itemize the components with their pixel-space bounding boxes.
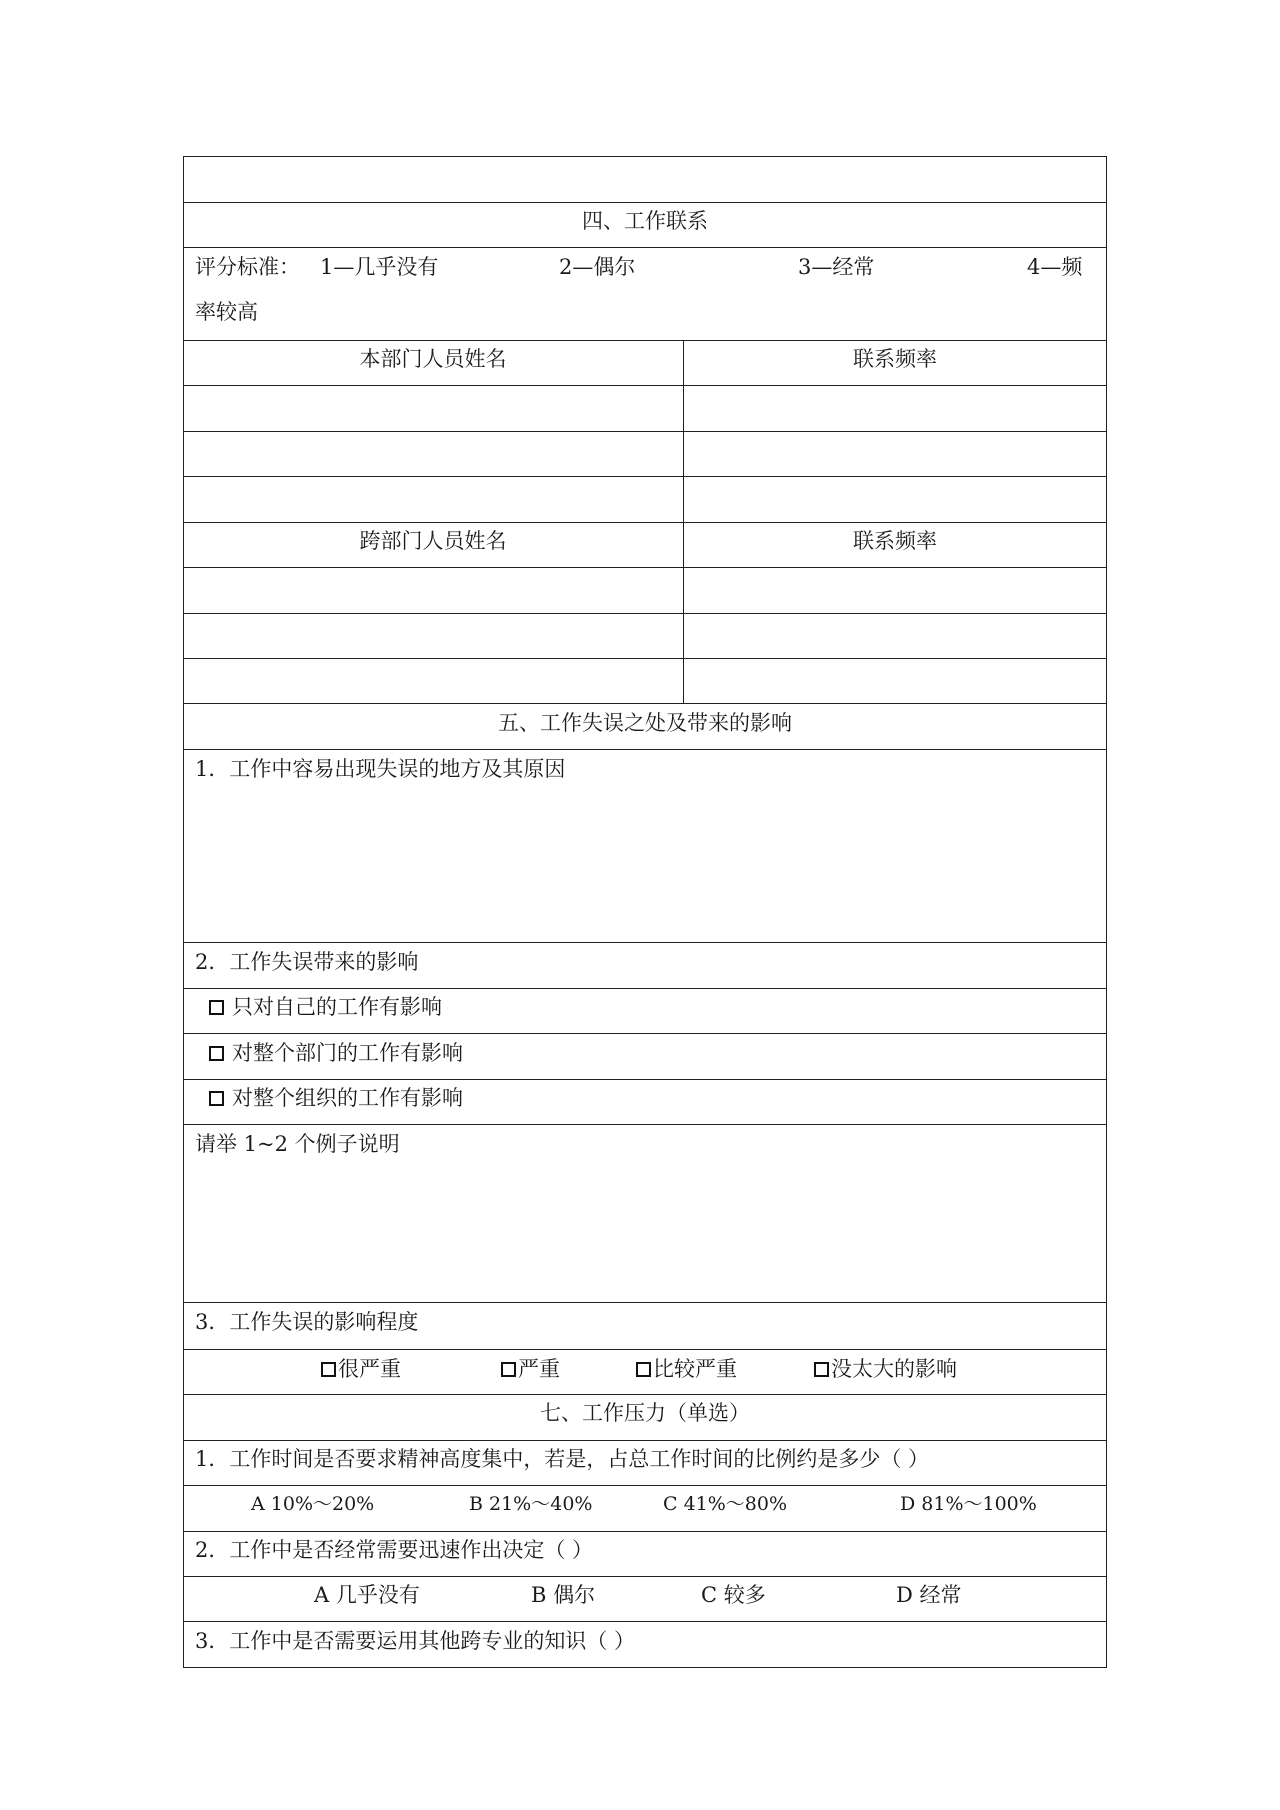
impact-option-department[interactable] [209, 1037, 463, 1067]
severity-option-label: 严重 [518, 1357, 560, 1381]
row-line [183, 1485, 1107, 1486]
q2-option-a[interactable]: A 几乎没有 [314, 1583, 420, 1607]
section7-title: 七、工作压力（单选） [540, 1401, 750, 1425]
section5-q3: 3．工作失误的影响程度 [195, 1310, 419, 1334]
q2-option-b[interactable]: B 偶尔 [531, 1583, 596, 1607]
section7-q3: 3．工作中是否需要运用其他跨专业的知识（ ） [195, 1629, 636, 1653]
row-line [183, 522, 1107, 523]
external-name-header: 跨部门人员姓名 [359, 529, 507, 553]
checkbox[interactable] [209, 1091, 224, 1106]
q1-option-a[interactable]: A 10%～20% [251, 1493, 375, 1515]
section7-q2: 2．工作中是否经常需要迅速作出决定（ ） [195, 1538, 594, 1562]
severity-option-label: 比较严重 [653, 1357, 737, 1381]
border-bottom [183, 1667, 1107, 1668]
column-divider [683, 340, 684, 704]
section5-q2: 2．工作失误带来的影响 [195, 950, 419, 974]
external-freq-header: 联系频率 [853, 529, 937, 553]
row-line [183, 1079, 1107, 1080]
row-line [183, 1302, 1107, 1303]
row-line [183, 1621, 1107, 1622]
q1-option-d[interactable]: D 81%～100% [900, 1493, 1037, 1515]
row-line [183, 1576, 1107, 1577]
criteria-label: 评分标准： [195, 255, 300, 279]
severity-option-minor[interactable] [814, 1353, 957, 1383]
row-line [183, 476, 1107, 477]
severity-option-label: 很严重 [338, 1357, 401, 1381]
row-line [183, 1440, 1107, 1441]
row-line [183, 613, 1107, 614]
checkbox[interactable] [209, 1000, 224, 1015]
impact-option-label: 对整个组织的工作有影响 [232, 1086, 463, 1110]
row-line [183, 1124, 1107, 1125]
criteria-level-3: 3—经常 [798, 255, 875, 279]
checkbox[interactable] [814, 1362, 829, 1377]
severity-option-label: 没太大的影响 [831, 1357, 957, 1381]
example-prompt: 请举 1~2 个例子说明 [195, 1132, 400, 1156]
q1-option-c[interactable]: C 41%～80% [663, 1493, 788, 1515]
row-line [183, 431, 1107, 432]
row-line [183, 703, 1107, 704]
q1-option-b[interactable]: B 21%～40% [469, 1493, 593, 1515]
row-line [183, 567, 1107, 568]
checkbox[interactable] [501, 1362, 516, 1377]
section4-title: 四、工作联系 [582, 209, 708, 233]
border-left [183, 156, 184, 1668]
row-line [183, 1033, 1107, 1034]
row-line [183, 1349, 1107, 1350]
row-line [183, 385, 1107, 386]
impact-option-organization[interactable] [209, 1082, 463, 1112]
checkbox[interactable] [209, 1046, 224, 1061]
row-line [183, 1531, 1107, 1532]
border-right [1106, 156, 1107, 1668]
q2-option-c[interactable]: C 较多 [701, 1583, 766, 1607]
severity-option-very-serious[interactable] [321, 1353, 401, 1383]
severity-option-serious[interactable] [501, 1353, 560, 1383]
impact-option-self[interactable] [209, 991, 442, 1021]
impact-option-label: 对整个部门的工作有影响 [232, 1041, 463, 1065]
severity-option-fairly-serious[interactable] [636, 1353, 737, 1383]
row-line [183, 340, 1107, 341]
checkbox[interactable] [321, 1362, 336, 1377]
criteria-level-2: 2—偶尔 [559, 255, 636, 279]
internal-freq-header: 联系频率 [853, 347, 937, 371]
row-line [183, 202, 1107, 203]
row-line [183, 749, 1107, 750]
section5-title: 五、工作失误之处及带来的影响 [498, 711, 792, 735]
criteria-level-1: 1—几乎没有 [320, 255, 439, 279]
border-top [183, 156, 1107, 157]
row-line [183, 247, 1107, 248]
q2-option-d[interactable]: D 经常 [896, 1583, 962, 1607]
checkbox[interactable] [636, 1362, 651, 1377]
row-line [183, 658, 1107, 659]
row-line [183, 1394, 1107, 1395]
row-line [183, 988, 1107, 989]
impact-option-label: 只对自己的工作有影响 [232, 995, 442, 1019]
row-line [183, 942, 1107, 943]
section7-q1: 1．工作时间是否要求精神高度集中，若是，占总工作时间的比例约是多少（ ） [195, 1447, 930, 1471]
criteria-level-4-continued: 率较高 [195, 300, 258, 324]
section5-q1: 1．工作中容易出现失误的地方及其原因 [195, 757, 566, 781]
internal-name-header: 本部门人员姓名 [359, 347, 507, 371]
criteria-level-4: 4—频 [1027, 255, 1083, 279]
